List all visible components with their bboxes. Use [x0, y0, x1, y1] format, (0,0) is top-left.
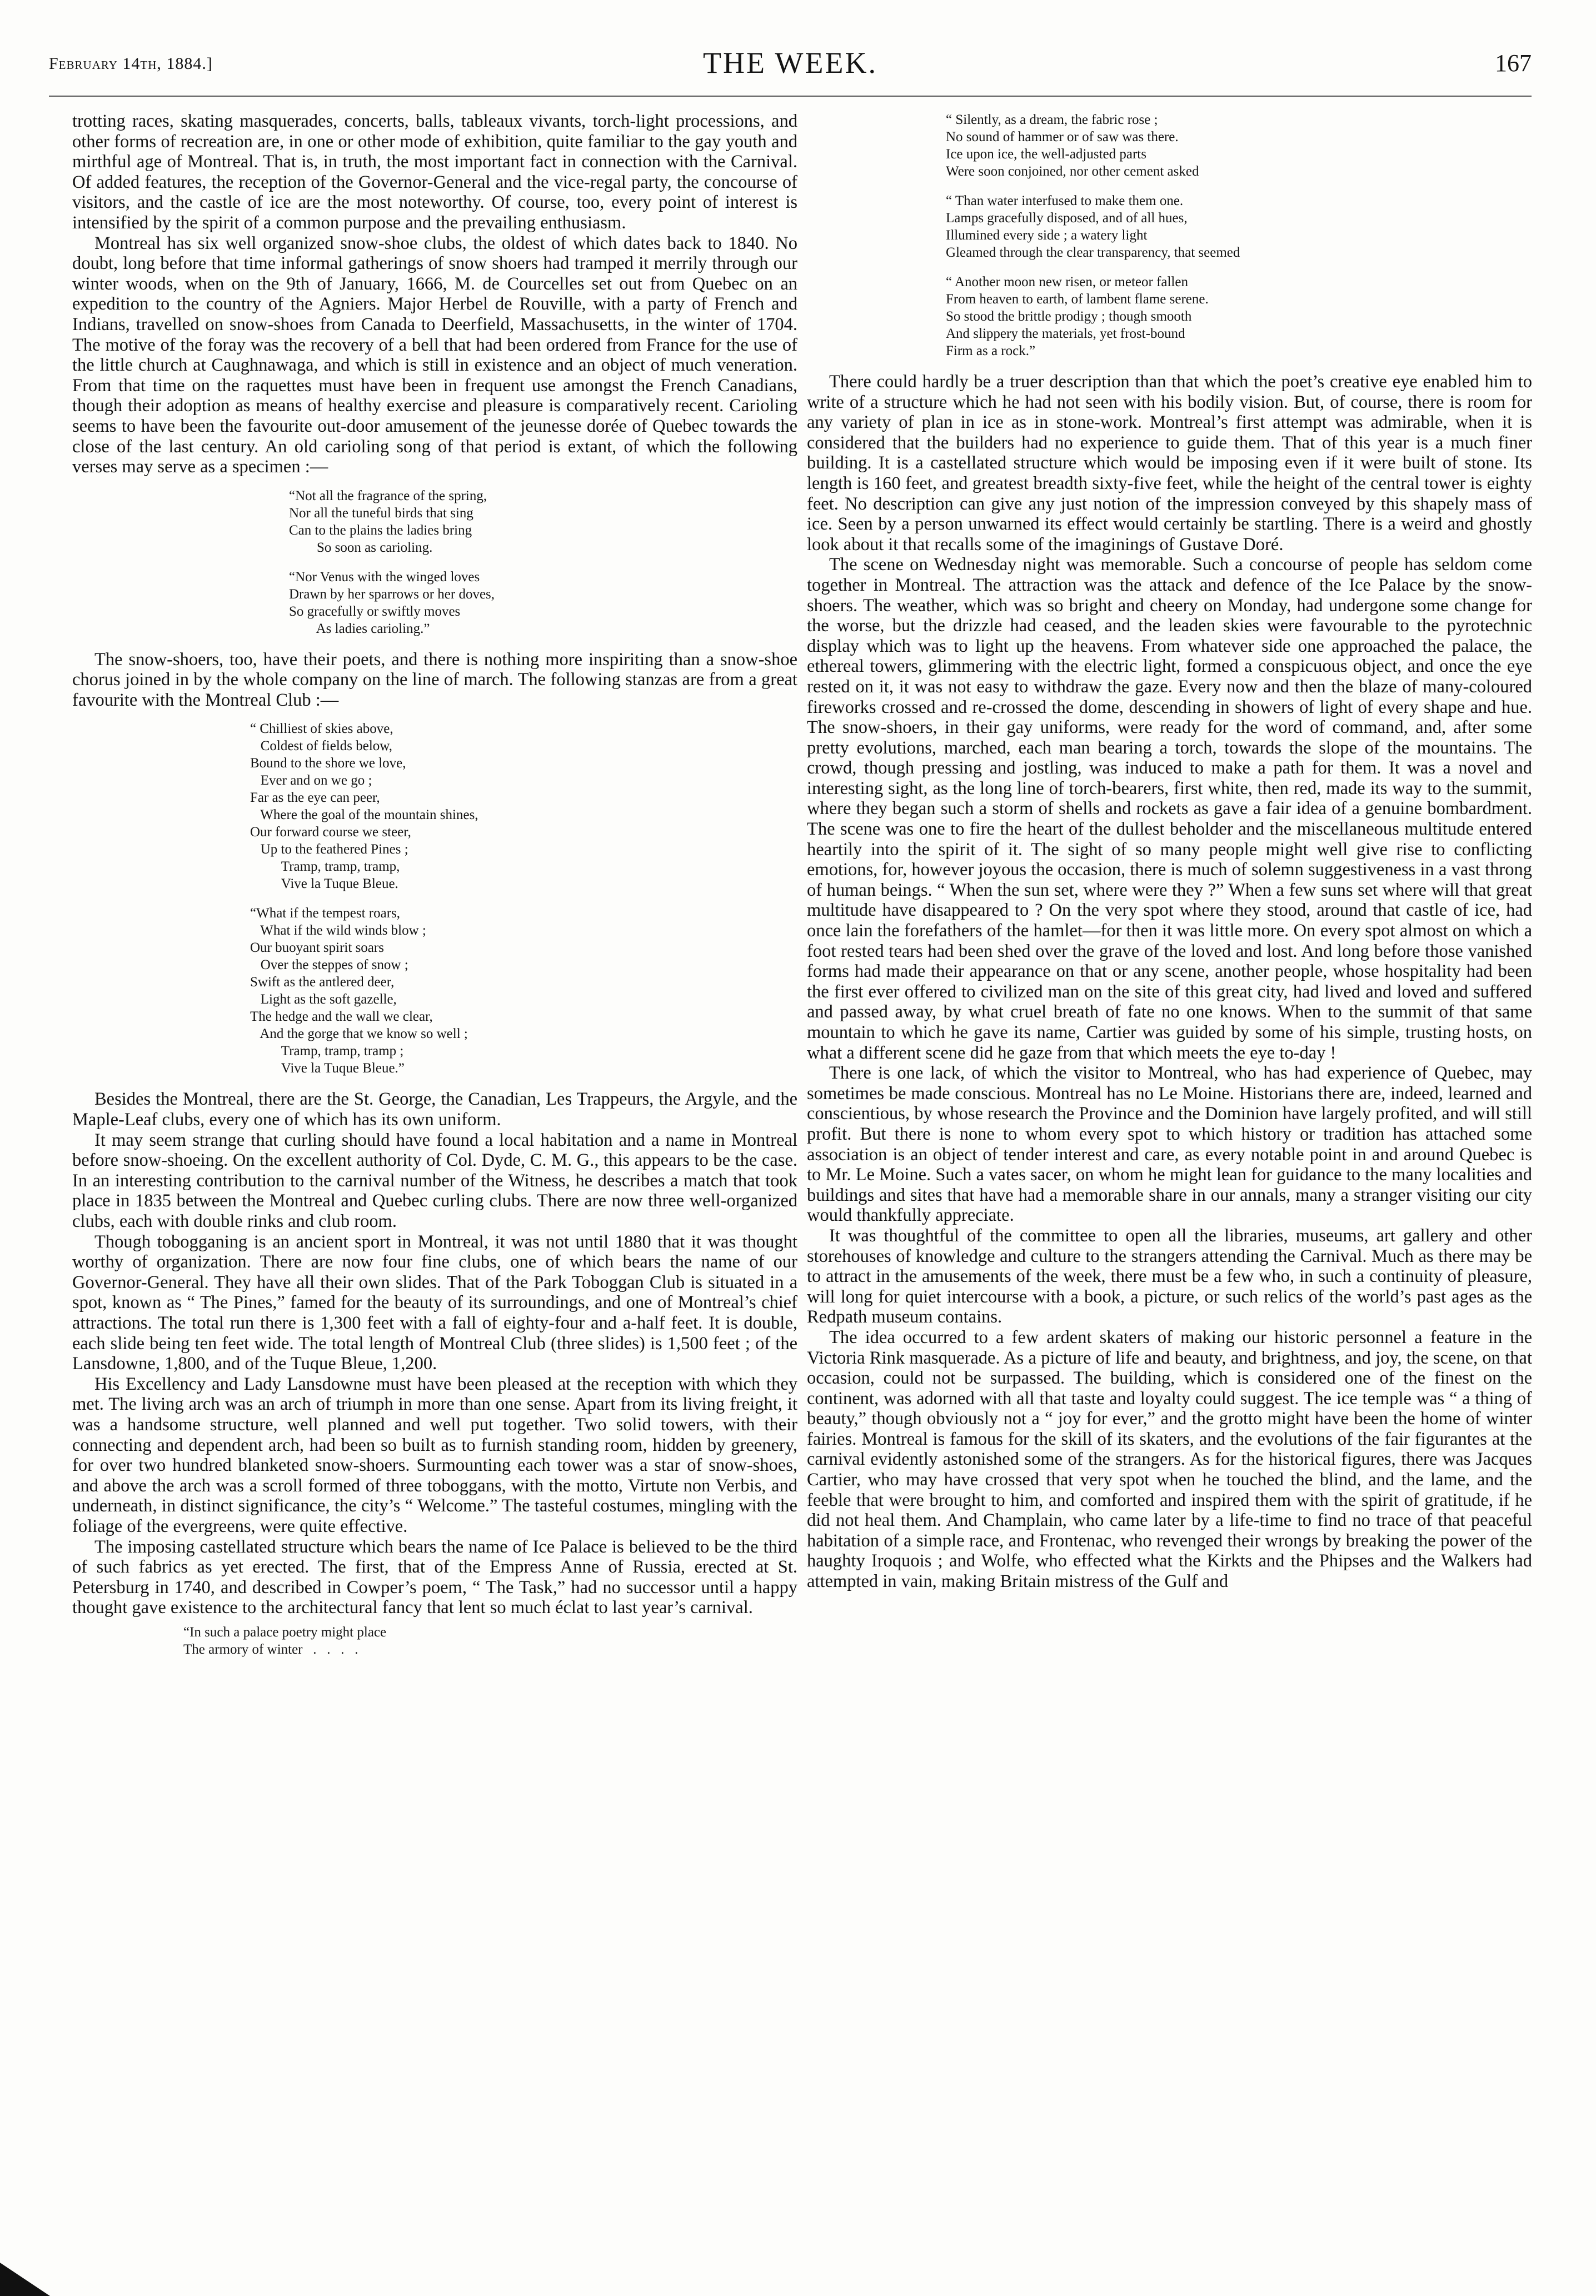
page-corner-shadow [0, 2263, 50, 2296]
verse-line: So soon as carioling. [289, 540, 433, 555]
issue-date: February 14th, 1884.] [49, 54, 213, 73]
verse-line: Swift as the antlered deer, [250, 975, 395, 990]
paragraph: There could hardly be a truer description than that which the poet’s creative eye enabled him to write of a structure which he had not seen with his bodily vision. But, of course, there is room for any variety of plan in ice as in stone-work. Montreal’s first attempt was admirable, when it is considered that the builders had no experience to guide them. That of this year is a much finer building. It is a castellated structure which would be imposing even if it were built of stone. Its length is 160 feet, and greatest breadth sixty-five feet, while the height of the central tower is eighty feet. No description can give any just notion of the impression conveyed by this shapely mass of ice. Seen by a person unwarned its effect would certainly be startling. There is a weird and ghostly look about it that recalls some of the imaginings of Gustave Doré. [807, 372, 1532, 555]
verse-stanza [946, 192, 1532, 261]
paragraph: It may seem strange that curling should have found a local habitation and a name in Montreal before snow-shoeing. On the excellent authority of Col. Dyde, C. M. G., this appears to be the case. In an interesting contribution to the carnival number of the Witness, he describes a match that took place in 1835 between the Montreal and Quebec curling clubs. There are now three well-organized clubs, each with double rinks and club room. [72, 1130, 797, 1232]
verse-line: Ice upon ice, the well-adjusted parts [946, 147, 1146, 162]
verse-line: And slippery the materials, yet frost-bound [946, 326, 1185, 341]
verse-line: “What if the tempest roars, [250, 906, 401, 921]
verse-stanza [946, 273, 1532, 360]
verse-line: “ Than water interfused to make them one. [946, 193, 1184, 208]
verse-line: So stood the brittle prodigy ; though smooth [946, 309, 1192, 324]
verse-line: Lamps gracefully disposed, and of all hues, [946, 211, 1188, 226]
verse-line: Far as the eye can peer, [250, 790, 380, 806]
cowper-quote-verse [72, 1624, 797, 1658]
verse-line: “Not all the fragrance of the spring, [289, 488, 487, 503]
verse-line: Tramp, tramp, tramp, [250, 859, 400, 875]
paragraph: His Excellency and Lady Lansdowne must have been pleased at the reception with which they met. The living arch was an arch of triumph in more than one sense. Apart from its living freight, it was a handsome structure, well planned and well put together. Two solid towers, with their connecting and dependent arch, had been so built as to furnish standing room, hidden by greenery, for over two hundred blanketed snow-shoers. Surmounting each tower was a star of snow-shoes, and above the arch was a scroll formed of three toboggans, with the motto, Virtute non Verbis, and underneath, in distinct significance, the city’s “ Welcome.” The tasteful costumes, mingling with the foliage of the evergreens, were quite effective. [72, 1374, 797, 1536]
left-column [72, 111, 797, 1670]
verse-stanza [250, 905, 797, 1077]
paragraph: Though tobogganing is an ancient sport in Montreal, it was not until 1880 that it was thought worthy of organization. There are now four fine clubs, one of which bears the name of our Governor-General. They have all their own slides. That of the Park Toboggan Club is situated in a spot, known as “ The Pines,” famed for the beauty of its surroundings, and one of Montreal’s chief attractions. The total run there is 1,300 feet with a fall of eighty-four and a-half feet. It is double, each slide being ten feet wide. The total length of Montreal Club (three slides) is 1,500 feet ; of the Lansdowne, 1,800, and of the Tuque Bleue, 1,200. [72, 1231, 797, 1374]
verse-line: Can to the plains the ladies bring [289, 522, 472, 538]
verse-line: Light as the soft gazelle, [250, 992, 397, 1007]
verse-line: The armory of winter . . . . [183, 1641, 358, 1657]
verse-line: Nor all the tuneful birds that sing [289, 505, 473, 521]
verse-line: No sound of hammer or of saw was there. [946, 129, 1179, 144]
verse-stanza [250, 720, 797, 892]
carioling-song-verse [72, 487, 797, 637]
right-column [807, 111, 1532, 1592]
montreal-club-chorus-verse [72, 720, 797, 1077]
verse-line: Ever and on we go ; [250, 773, 372, 788]
verse-line: “Nor Venus with the winged loves [289, 569, 480, 585]
paragraph: The idea occurred to a few ardent skaters of making our historic personnel a feature in the Victoria Rink masquerade. As a picture of life and beauty, and brightness, and joy, the scene, on that occasion, could not be surpassed. The building, which is considered one of the finest on the continent, was adorned with all that taste and loyalty could suggest. The ice temple was “ a thing of beauty,” though obviously not a “ joy for ever,” and the grotto might have been the home of winter fairies. Montreal is famous for the skill of its skaters, and the evolutions of the fair figurantes at the carnival evidently astonished some of the strangers. As for the historical figures, there was Jacques Cartier, who may have crossed that very spot when he touched the blind, and the lame, and the feeble that were brought to him, and comforted and inspired them with the spirit of gratitude, if he did not heal them. And Champlain, who came later by a life-time to find no trace of that peaceful habitation of a simple race, and Frontenac, who revenged their wrongs by breaking the power of the haughty Iroquois ; and Wolfe, who effected what the Kirkts and the Phipses and the Walkers had attempted in vain, making Britain mistress of the Gulf and [807, 1327, 1532, 1592]
verse-line: Up to the feathered Pines ; [250, 842, 408, 857]
verse-line: Bound to the shore we love, [250, 756, 406, 771]
paragraph: The imposing castellated structure which bears the name of Ice Palace is believed to be the third of such fabrics as yet erected. The first, that of the Empress Anne of Russia, erected at St. Petersburg in 1740, and described in Cowper’s poem, “ The Task,” had no successor until a happy thought gave existence to the architectural fancy that lent so much éclat to last year’s carnival. [72, 1536, 797, 1618]
verse-line: The hedge and the wall we clear, [250, 1009, 433, 1025]
paragraph: trotting races, skating masquerades, concerts, balls, tableaux vivants, torch-light processions, and other forms of recreation are, in one or other mode of exhibition, quite familiar to the gay youth and mirthful age of Montreal. That is, in truth, the most important fact in connection with the Carnival. Of added features, the reception of the Governor-General and the vice-regal party, the concourse of visitors, and the castle of ice are the most noteworthy. Of course, too, every point of interest is intensified by the spirit of a common purpose and the prevailing enthusiasm. [72, 111, 797, 233]
verse-line: Where the goal of the mountain shines, [250, 807, 478, 823]
verse-line: What if the wild winds blow ; [250, 923, 426, 939]
verse-line: Gleamed through the clear transparency, that seemed [946, 245, 1240, 260]
verse-line: “In such a palace poetry might place [183, 1624, 387, 1640]
verse-line: Our buoyant spirit soars [250, 940, 384, 956]
verse-line: As ladies carioling.” [289, 621, 430, 636]
paragraph: Montreal has six well organized snow-shoe clubs, the oldest of which dates back to 1840. No doubt, long before that time informal gatherings of snow shoers had tramped it merrily through our winter woods, when on the 9th of January, 1666, M. de Courcelles set out from Quebec on an expedition to the country of the Agniers. Major Herbel de Rouville, with a party of French and Indians, travelled on snow-shoes from Canada to Deerfield, Massachusetts, in the winter of 1704. The motive of the foray was the recovery of a bell that had been ordered from France for the use of the little church at Caughnawaga, and which is still in existence and an object of much veneration. From that time on the raquettes must have been in frequent use amongst the French Canadians, though their adoption as means of healthy exercise and pleasure is comparatively recent. Carioling seems to have been the favourite out-door amusement of the jeunesse dorée of Quebec towards the close of the last century. An old carioling song of that period is extant, of which the following verses may serve as a specimen :— [72, 233, 797, 477]
verse-line: Were soon conjoined, nor other cement asked [946, 164, 1199, 179]
verse-line: Illumined every side ; a watery light [946, 228, 1148, 243]
verse-stanza [183, 1624, 797, 1658]
verse-stanza [289, 568, 797, 637]
paragraph: Besides the Montreal, there are the St. George, the Canadian, Les Trappeurs, the Argyle, and the Maple-Leaf clubs, every one of which has its own uniform. [72, 1089, 797, 1130]
verse-line: From heaven to earth, of lambent flame serene. [946, 292, 1209, 307]
verse-line: And the gorge that we know so well ; [250, 1026, 468, 1042]
verse-line: “ Silently, as a dream, the fabric rose ; [946, 112, 1158, 127]
verse-line: Tramp, tramp, tramp ; [250, 1044, 404, 1059]
verse-line: Our forward course we steer, [250, 825, 411, 840]
verse-stanza [946, 111, 1532, 180]
header-rule [49, 96, 1532, 99]
masthead-title: THE WEEK. [703, 46, 877, 79]
verse-line: Vive la Tuque Bleue.” [250, 1061, 405, 1076]
page-number: 167 [1495, 49, 1532, 77]
verse-line: Firm as a rock.” [946, 343, 1036, 358]
cowper-quote-continued-verse [807, 111, 1532, 360]
page-header [49, 46, 1532, 84]
paragraph: It was thoughtful of the committee to open all the libraries, museums, art gallery and other storehouses of knowledge and culture to the strangers attending the Carnival. Much as there may be to attract in the amusements of the week, there must be a few who, in such a continuity of pleasure, will long for quiet intercourse with a book, a picture, or such relics of the world’s past ages as the Redpath museum contains. [807, 1225, 1532, 1327]
verse-line: So gracefully or swiftly moves [289, 603, 461, 619]
verse-line: Over the steppes of snow ; [250, 957, 408, 973]
paragraph: There is one lack, of which the visitor to Montreal, who has had experience of Quebec, may sometimes be made conscious. Montreal has no Le Moine. Historians there are, indeed, learned and conscientious, by whose research the Province and the Dominion have largely profited, and will still profit. But there is none to whom every spot to which history or tradition has attached some association is an object of tender interest and care, as every notable point in and around Quebec is to Mr. Le Moine. Such a vates sacer, on whom he might lean for guidance to the many localities and buildings and sites that have had a memorable share in our annals, many a stranger visiting our city would thankfully appreciate. [807, 1063, 1532, 1226]
verse-line: Coldest of fields below, [250, 738, 392, 754]
verse-line: “ Another moon new risen, or meteor fallen [946, 274, 1188, 290]
verse-line: “ Chilliest of skies above, [250, 721, 393, 737]
verse-line: Vive la Tuque Bleue. [250, 876, 398, 892]
paragraph: The snow-shoers, too, have their poets, and there is nothing more inspiriting than a snow-shoe chorus joined in by the whole company on the line of march. The following stanzas are from a great favourite with the Montreal Club :— [72, 649, 797, 710]
verse-stanza [289, 487, 797, 556]
verse-line: Drawn by her sparrows or her doves, [289, 586, 495, 602]
paragraph: The scene on Wednesday night was memorable. Such a concourse of people has seldom come together in Montreal. The attraction was the attack and defence of the Ice Palace by the snow-shoers. The weather, which was so bright and cheery on Monday, had undergone some change for the worse, but the drizzle had ceased, and the leaden skies were favourable to the pyrotechnic display which was to light up the heavens. From whatever side one approached the palace, the ethereal towers, glimmering with the electric light, formed a conspicuous object, and once the eye rested on it, it was not easy to withdraw the gaze. Every now and then the blaze of many-coloured fireworks crossed and re-crossed the dome, descending in showers of light of every shape and hue. The snow-shoers, in their gay uniforms, were ready for the word of command, and, after some pretty evolutions, marched, each man bearing a torch, towards the slope of the mountains. The crowd, though pressing and jostling, was induced to make a path for them. It was a novel and interesting sight, as the long line of torch-bearers, first white, then red, made its way to the summit, where they began such a storm of shells and rockets as gave a fair idea of a genuine bombardment. The scene was one to fire the heart of the dullest beholder and the miscellaneous multitude entered heartily into the spirit of it. The sight of so many people might well give rise to conflicting emotions, for, however joyous the occasion, there is much of solemn suggestiveness in a vast throng of human beings. “ When the sun set, where were they ?” When a few suns set where will that great multitude have disappeared to ? On the very spot where they stood, around that castle of ice, had once lain the forefathers of the hamlet—for then it was little more. On every spot almost on which a foot rested tears had been shed over the grave of the loved and lost. And long before those vanished forms had made their appearance on that or any scene, another people, whose hospitality had been the first ever offered to civilized man on the site of this great city, had lived and loved and suffered and passed away, by what cruel breath of fate no one knows. When to the summit of that same mountain to which he gave its name, Cartier was guided by some of his simple, trusting hosts, on what a different scene did he gaze from that which meets the eye to-day ! [807, 555, 1532, 1063]
